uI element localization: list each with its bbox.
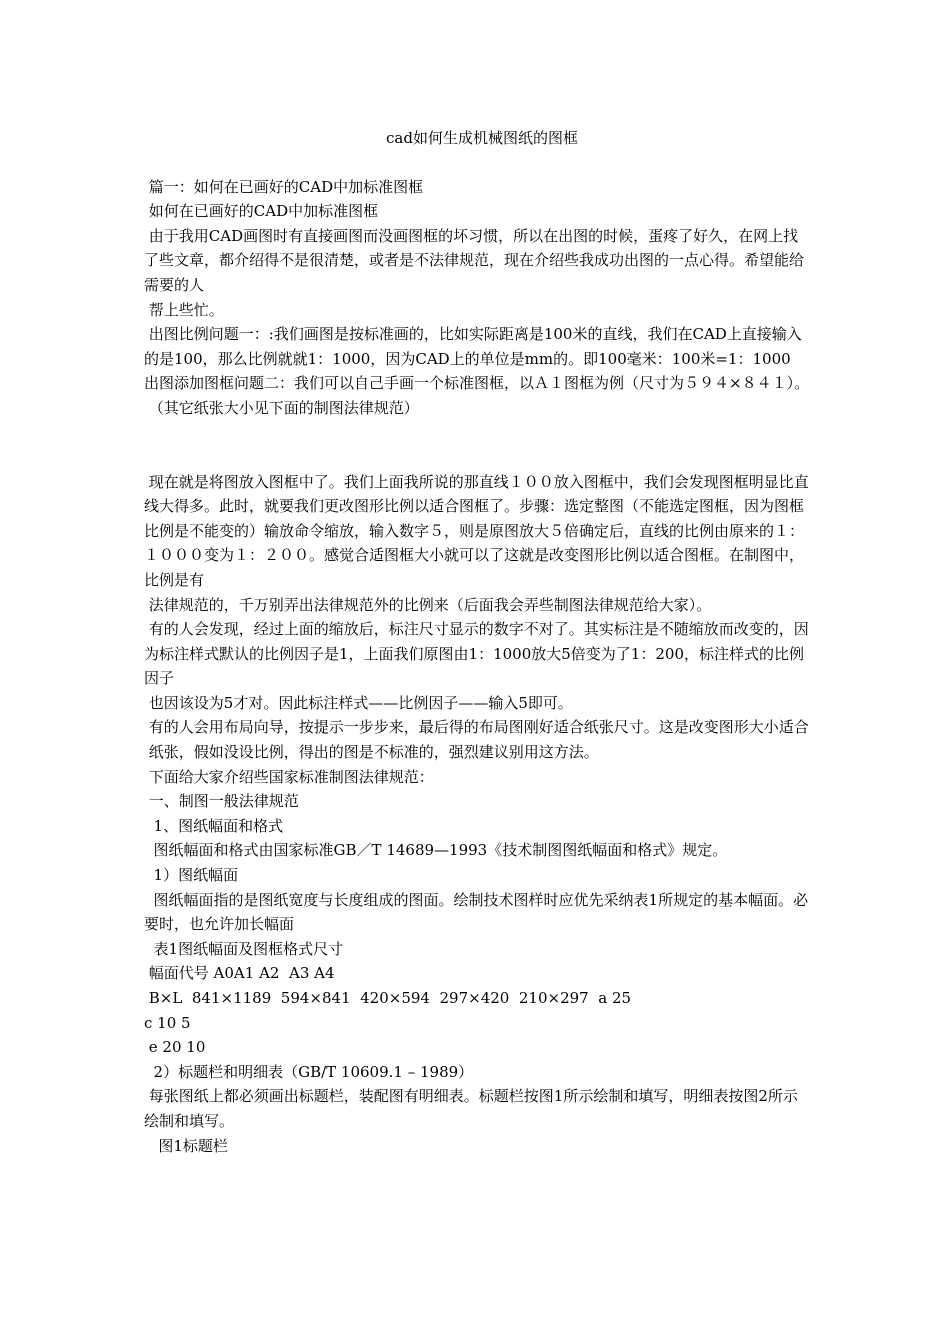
paragraph: 纸张，假如没设比例，得出的图是不标准的，强烈建议别用这方法。	[144, 743, 599, 762]
section-heading: 1、图纸幅面和格式	[144, 816, 284, 835]
paragraph: 每张图纸上都必须画出标题栏，装配图有明细表。标题栏按图1所示绘制和填写，明细表按图2所示绘制和填写。	[144, 1087, 798, 1130]
blank-space	[144, 421, 812, 470]
paragraph: 由于我用CAD画图时有直接画图而没画图框的坏习惯，所以在出图的时候，蛋疼了好久，在网上找了些文章，都介绍得不是很清楚，或者是不法律规范，现在介绍些我成功出图的一点心得。希望能给需要的人	[144, 226, 805, 294]
table-row: 幅面代号 A0A1 A2 A3 A4	[144, 964, 335, 983]
section-heading: 一、制图一般法律规范	[144, 792, 299, 811]
paragraph: 出图比例问题一：:我们画图是按标准画的，比如实际距离是100米的直线，我们在CAD上直接输入的是100，那么比例就就1：1000，因为CAD上的单位是mm的。即100毫米：100米=1：1000 出图添加图框问题二：我们可以自己手画一个标准图框，以Ａ１图框为例（尺寸为５９４×８４１）。	[144, 325, 810, 393]
paragraph: 图纸幅面指的是图纸宽度与长度组成的图面。绘制技术图样时应优先采纳表1所规定的基本幅面。必要时，也允许加长幅面	[144, 890, 809, 934]
paragraph: 有的人会发现，经过上面的缩放后，标注尺寸显示的数字不对了。其实标注是不随缩放而改变的，因为标注样式默认的比例因子是1，上面我们原图由1：1000放大5倍变为了1：200，标注样式的比例因子	[144, 620, 809, 688]
table-row: c 10 5	[144, 1013, 191, 1032]
paragraph: 法律规范的，千万别弄出法律规范外的比例来（后面我会弄些制图法律规范给大家）。	[144, 595, 712, 614]
section-heading: 1）图纸幅面	[144, 866, 239, 885]
figure-caption: 图1标题栏	[144, 1136, 228, 1155]
paragraph: 篇一：如何在已画好的CAD中加标准图框	[144, 177, 424, 196]
paragraph: 图纸幅面和格式由国家标准GB／T 14689—1993《技术制图图纸幅面和格式》规定。	[144, 841, 728, 860]
document-page	[144, 126, 812, 1158]
table-row: B×L 841×1189 594×841 420×594 297×420 210×297 a 25	[144, 989, 632, 1007]
paragraph: （其它纸张大小见下面的制图法律规范）	[144, 398, 419, 417]
document-title: cad如何生成机械图纸的图框	[386, 129, 578, 147]
table-caption: 表1图纸幅面及图框格式尺寸	[144, 939, 344, 958]
paragraph: 也因该设为5才对。因此标注样式——比例因子——输入5即可。	[144, 693, 573, 712]
paragraph: 下面给大家介绍些国家标准制图法律规范：	[144, 767, 434, 786]
table-row: e 20 10	[144, 1038, 206, 1057]
paragraph: 如何在已画好的CAD中加标准图框	[144, 202, 379, 221]
paragraph: 有的人会用布局向导，按提示一步步来，最后得的布局图刚好适合纸张尺寸。这是改变图形大小适合	[144, 718, 809, 737]
paragraph: 帮上些忙。	[144, 300, 224, 319]
section-heading: 2）标题栏和明细表（GB/T 10609.1 – 1989）	[144, 1062, 474, 1081]
paragraph: 现在就是将图放入图框中了。我们上面我所说的那直线１００放入图框中，我们会发现图框明显比直线大得多。此时，就要我们更改图形比例以适合图框了。步骤：选定整图（不能选定图框，因为图框比例是不能变的）输放命令缩放，输入数字５，则是原图放大５倍确定后，直线的比例由原来的１：１０００变为１：２００。感觉合适图框大小就可以了这就是改变图形比例以适合图框。在制图中，比例是有	[144, 472, 809, 589]
